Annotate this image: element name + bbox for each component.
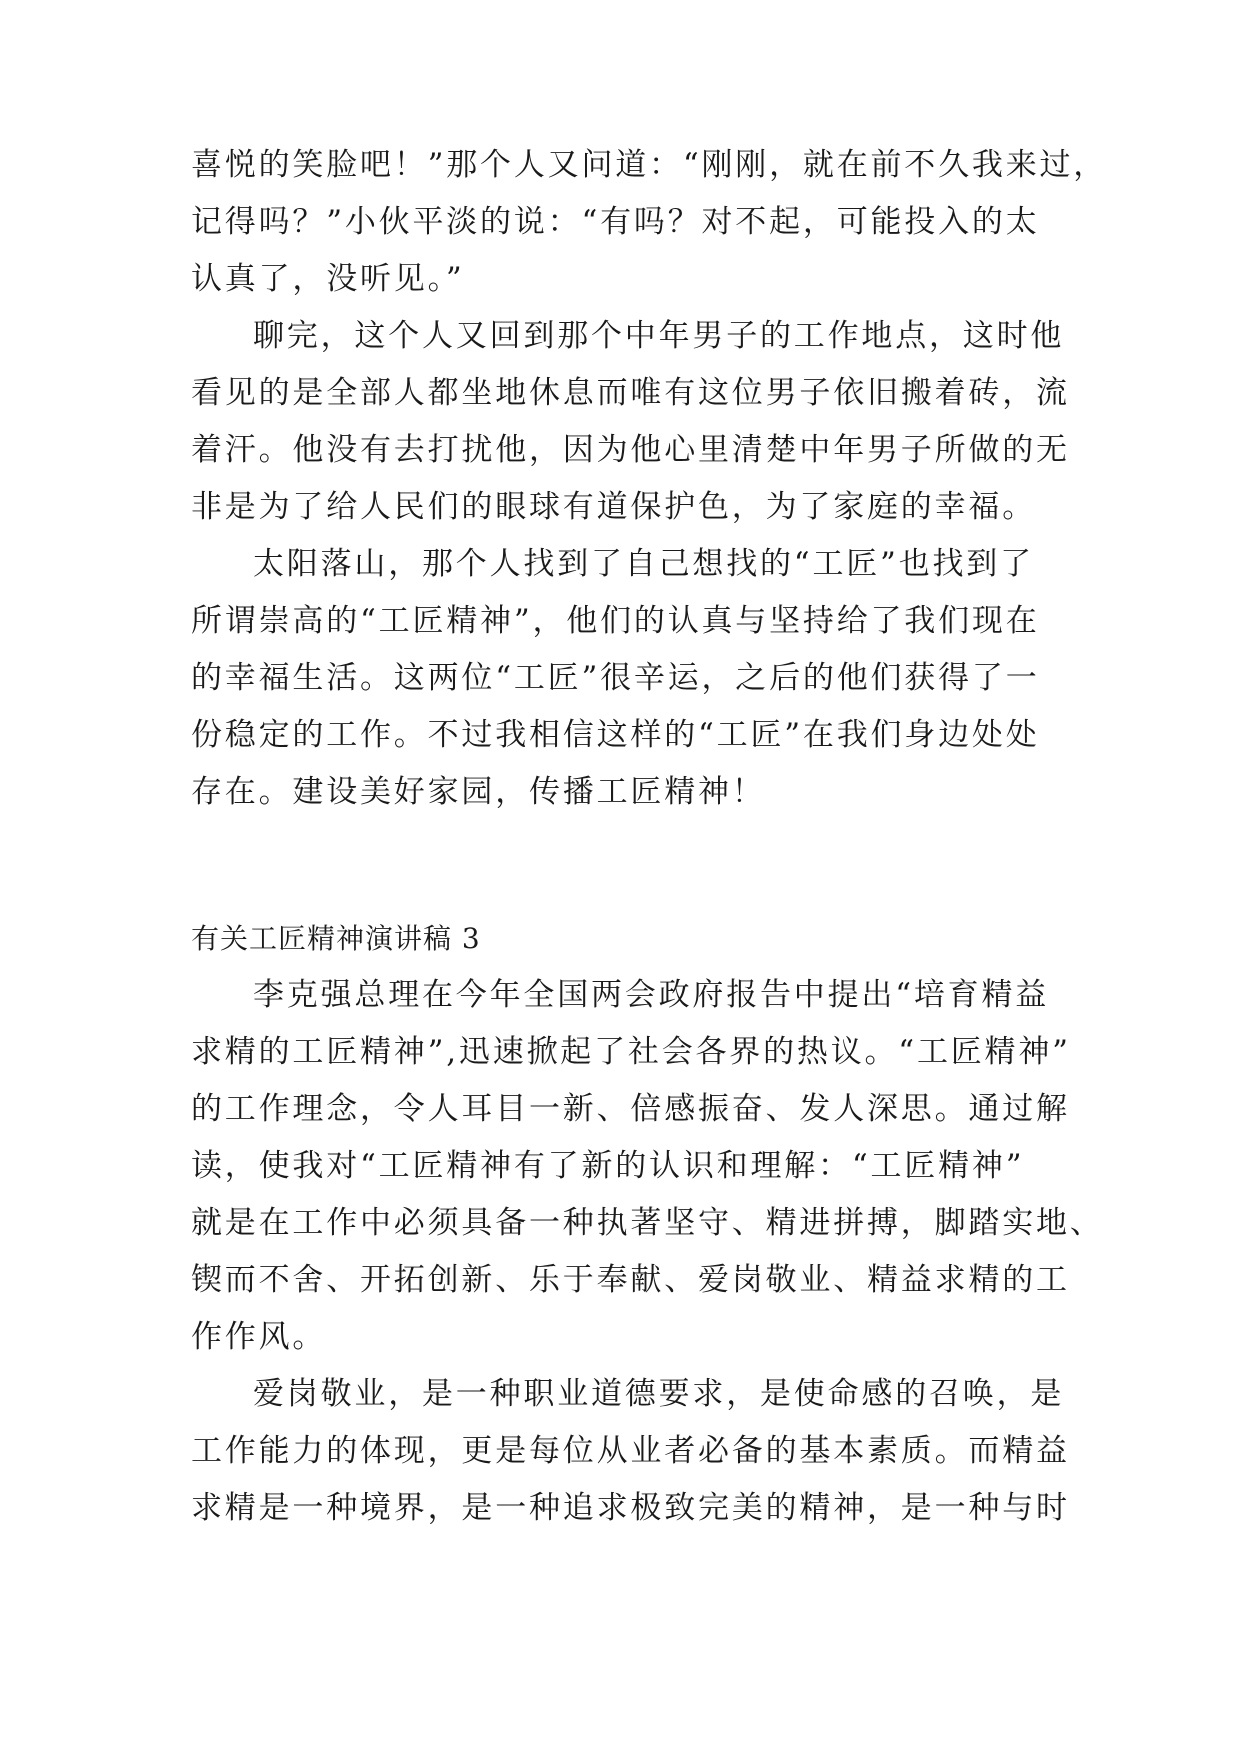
body-line: 喜悦的笑脸吧！”那个人又问道：“刚刚，就在前不久我来过， [191,147,1108,183]
body-line: 的工作理念，令人耳目一新、倍感振奋、发人深思。通过解 [191,1091,1070,1127]
body-line: 求精是一种境界，是一种追求极致完美的精神，是一种与时 [191,1490,1070,1526]
body-line: 爱岗敬业，是一种职业道德要求，是使命感的召唤，是 [253,1376,1065,1412]
body-line: 作作风。 [191,1319,327,1355]
body-line: 存在。建设美好家园，传播工匠精神！ [191,774,766,810]
body-line: 着汗。他没有去打扰他，因为他心里清楚中年男子所做的无 [191,432,1070,468]
body-line: 工作能力的体现，更是每位从业者必备的基本素质。而精益 [191,1433,1070,1469]
body-line: 看见的是全部人都坐地休息而唯有这位男子依旧搬着砖，流 [191,375,1070,411]
section-1-body [191,137,1108,821]
body-line: 记得吗？”小伙平淡的说：“有吗？对不起，可能投入的太 [191,204,1040,240]
body-line: 聊完，这个人又回到那个中年男子的工作地点，这时他 [253,318,1065,354]
body-line: 份稳定的工作。不过我相信这样的“工匠”在我们身边处处 [191,717,1040,753]
body-line: 所谓崇高的“工匠精神”，他们的认真与坚持给了我们现在 [191,603,1040,639]
body-line: 锲而不舍、开拓创新、乐于奉献、爱岗敬业、精益求精的工 [191,1262,1070,1298]
body-line: 非是为了给人民们的眼球有道保护色，为了家庭的幸福。 [191,489,1036,525]
body-line: 李克强总理在今年全国两会政府报告中提出“培育精益 [253,977,1050,1013]
section-heading: 有关工匠精神演讲稿 3 [191,922,481,955]
body-line: 太阳落山，那个人找到了自己想找的“工匠”也找到了 [253,546,1034,582]
body-line: 认真了，没听见。” [191,261,465,297]
body-line: 的幸福生活。这两位“工匠”很辛运，之后的他们获得了一 [191,660,1040,696]
body-line: 读，使我对“工匠精神有了新的认识和理解：“工匠精神” [191,1148,1025,1184]
section-2-body [191,967,1104,1537]
body-line: 就是在工作中必须具备一种执著坚守、精进拼搏，脚踏实地、 [191,1205,1104,1241]
body-line: 求精的工匠精神”,迅速掀起了社会各界的热议。“工匠精神” [191,1034,1071,1070]
